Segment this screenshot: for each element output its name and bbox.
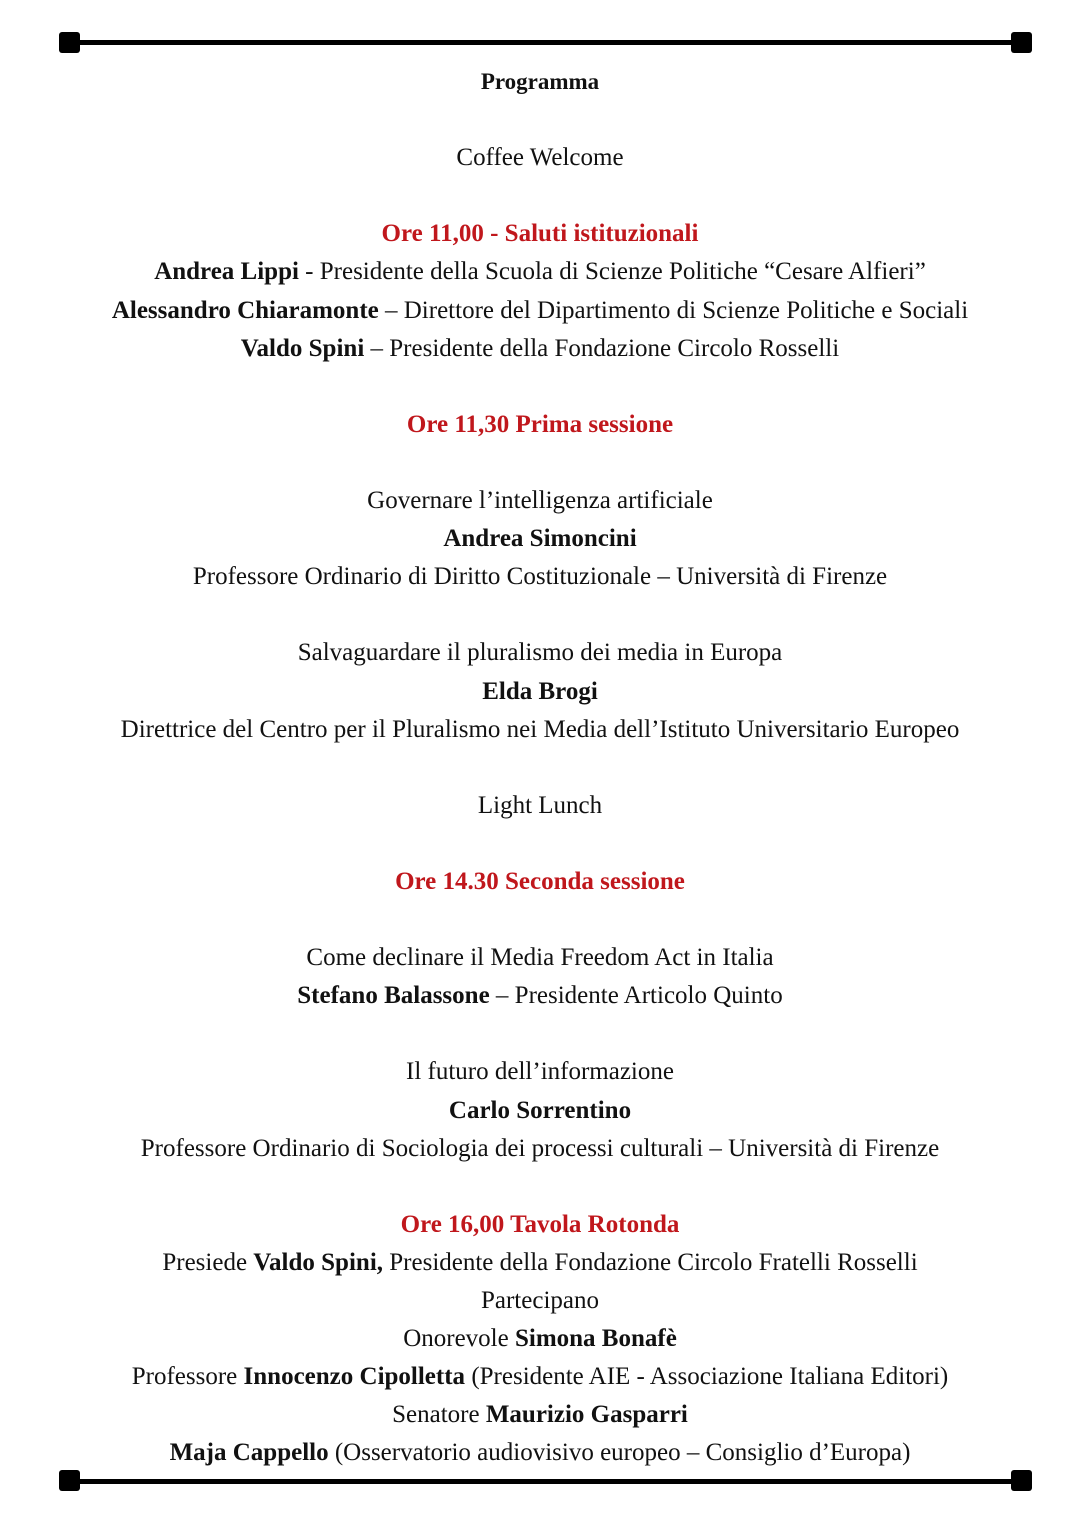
prima-heading: Ore 11,30 Prima sessione — [406, 410, 674, 438]
saluti-heading: Ore 11,00 - Saluti istituzionali — [381, 220, 699, 248]
blank — [0, 368, 1080, 406]
blank — [0, 444, 1080, 482]
participant-suffix: (Osservatorio audiovisivo europeo – Consiglio d’Europa) — [328, 1439, 911, 1467]
bottom-right-square — [1011, 1470, 1032, 1491]
participant — [0, 1358, 1080, 1396]
bottom-left-square — [59, 1470, 80, 1491]
tavola-heading: Ore 16,00 Tavola Rotonda — [400, 1210, 680, 1238]
light-lunch: Light Lunch — [477, 791, 603, 819]
saluti-speaker — [0, 253, 1080, 291]
chair-role: Presidente della Fondazione Circolo Fratelli Rosselli — [383, 1248, 918, 1276]
speaker-role: Presidente della Fondazione Circolo Rosselli — [389, 334, 840, 362]
separator: - — [298, 258, 320, 286]
talk-topic: Salvaguardare il pluralismo dei media in Europa — [297, 639, 783, 667]
speaker-role: Direttore del Dipartimento di Scienze Politiche e Sociali — [403, 296, 969, 324]
talk-topic: Il futuro dell’informazione — [406, 1058, 674, 1086]
talk-topic: Governare l’intelligenza artificiale — [367, 487, 713, 515]
participants-label: Partecipano — [480, 1287, 599, 1314]
talk-topic: Come declinare il Media Freedom Act in Italia — [306, 944, 774, 972]
blank — [0, 1168, 1080, 1206]
speaker-name: Alessandro Chiaramonte — [111, 296, 379, 324]
separator: – — [378, 296, 404, 324]
speaker-name: Carlo Sorrentino — [448, 1096, 632, 1124]
blank — [0, 901, 1080, 939]
speaker-name: Andrea Simoncini — [443, 525, 637, 553]
tavola-chair — [0, 1244, 1080, 1282]
separator: – — [489, 982, 515, 1010]
participant — [0, 1434, 1080, 1472]
top-right-square — [1011, 32, 1032, 53]
saluti-speaker — [0, 330, 1080, 368]
speaker-role: Presidente della Scuola di Scienze Politiche “Cesare Alfieri” — [319, 258, 926, 286]
top-left-square — [59, 32, 80, 53]
participant-name: Innocenzo Cipolletta — [243, 1363, 466, 1391]
page-title: Programma — [480, 69, 600, 94]
blank — [0, 825, 1080, 863]
coffee-welcome: Coffee Welcome — [456, 144, 624, 172]
blank — [0, 1015, 1080, 1053]
participant-name: Maurizio Gasparri — [485, 1401, 688, 1429]
program-content — [0, 63, 1080, 1472]
talk-role: Professore Ordinario di Diritto Costituzionale – Università di Firenze — [192, 563, 888, 591]
speaker-name: Elda Brogi — [482, 677, 598, 705]
saluti-speaker — [0, 292, 1080, 330]
talk-role: Professore Ordinario di Sociologia dei processi culturali – Università di Firenze — [140, 1134, 940, 1162]
participant — [0, 1320, 1080, 1358]
participant-prefix: Onorevole — [403, 1325, 515, 1353]
blank — [0, 177, 1080, 215]
participant-prefix: Professore — [131, 1363, 244, 1391]
speaker-name: Valdo Spini — [240, 334, 365, 362]
participant — [0, 1396, 1080, 1434]
talk-speaker — [0, 1092, 1080, 1130]
talk-speaker — [0, 520, 1080, 558]
participant-name: Simona Bonafè — [514, 1325, 677, 1353]
participant-name: Maja Cappello — [169, 1439, 329, 1467]
speaker-role: Presidente Articolo Quinto — [514, 982, 783, 1010]
talk-role: Direttrice del Centro per il Pluralismo nei Media dell’Istituto Universitario Europeo — [120, 715, 960, 743]
blank — [0, 101, 1080, 139]
separator: – — [364, 334, 390, 362]
seconda-heading: Ore 14.30 Seconda sessione — [395, 867, 685, 895]
speaker-name: Stefano Balassone — [297, 982, 490, 1010]
chair-prefix: Presiede — [162, 1248, 254, 1276]
talk-speaker — [0, 673, 1080, 711]
speaker-name: Andrea Lippi — [154, 258, 299, 286]
bottom-rule — [68, 1479, 1022, 1484]
top-rule — [68, 40, 1022, 45]
talk-speaker — [0, 977, 1080, 1015]
participant-suffix: (Presidente AIE - Associazione Italiana Editori) — [465, 1363, 949, 1391]
chair-name: Valdo Spini, — [253, 1248, 384, 1276]
blank — [0, 749, 1080, 787]
blank — [0, 596, 1080, 634]
participant-prefix: Senatore — [392, 1401, 486, 1429]
